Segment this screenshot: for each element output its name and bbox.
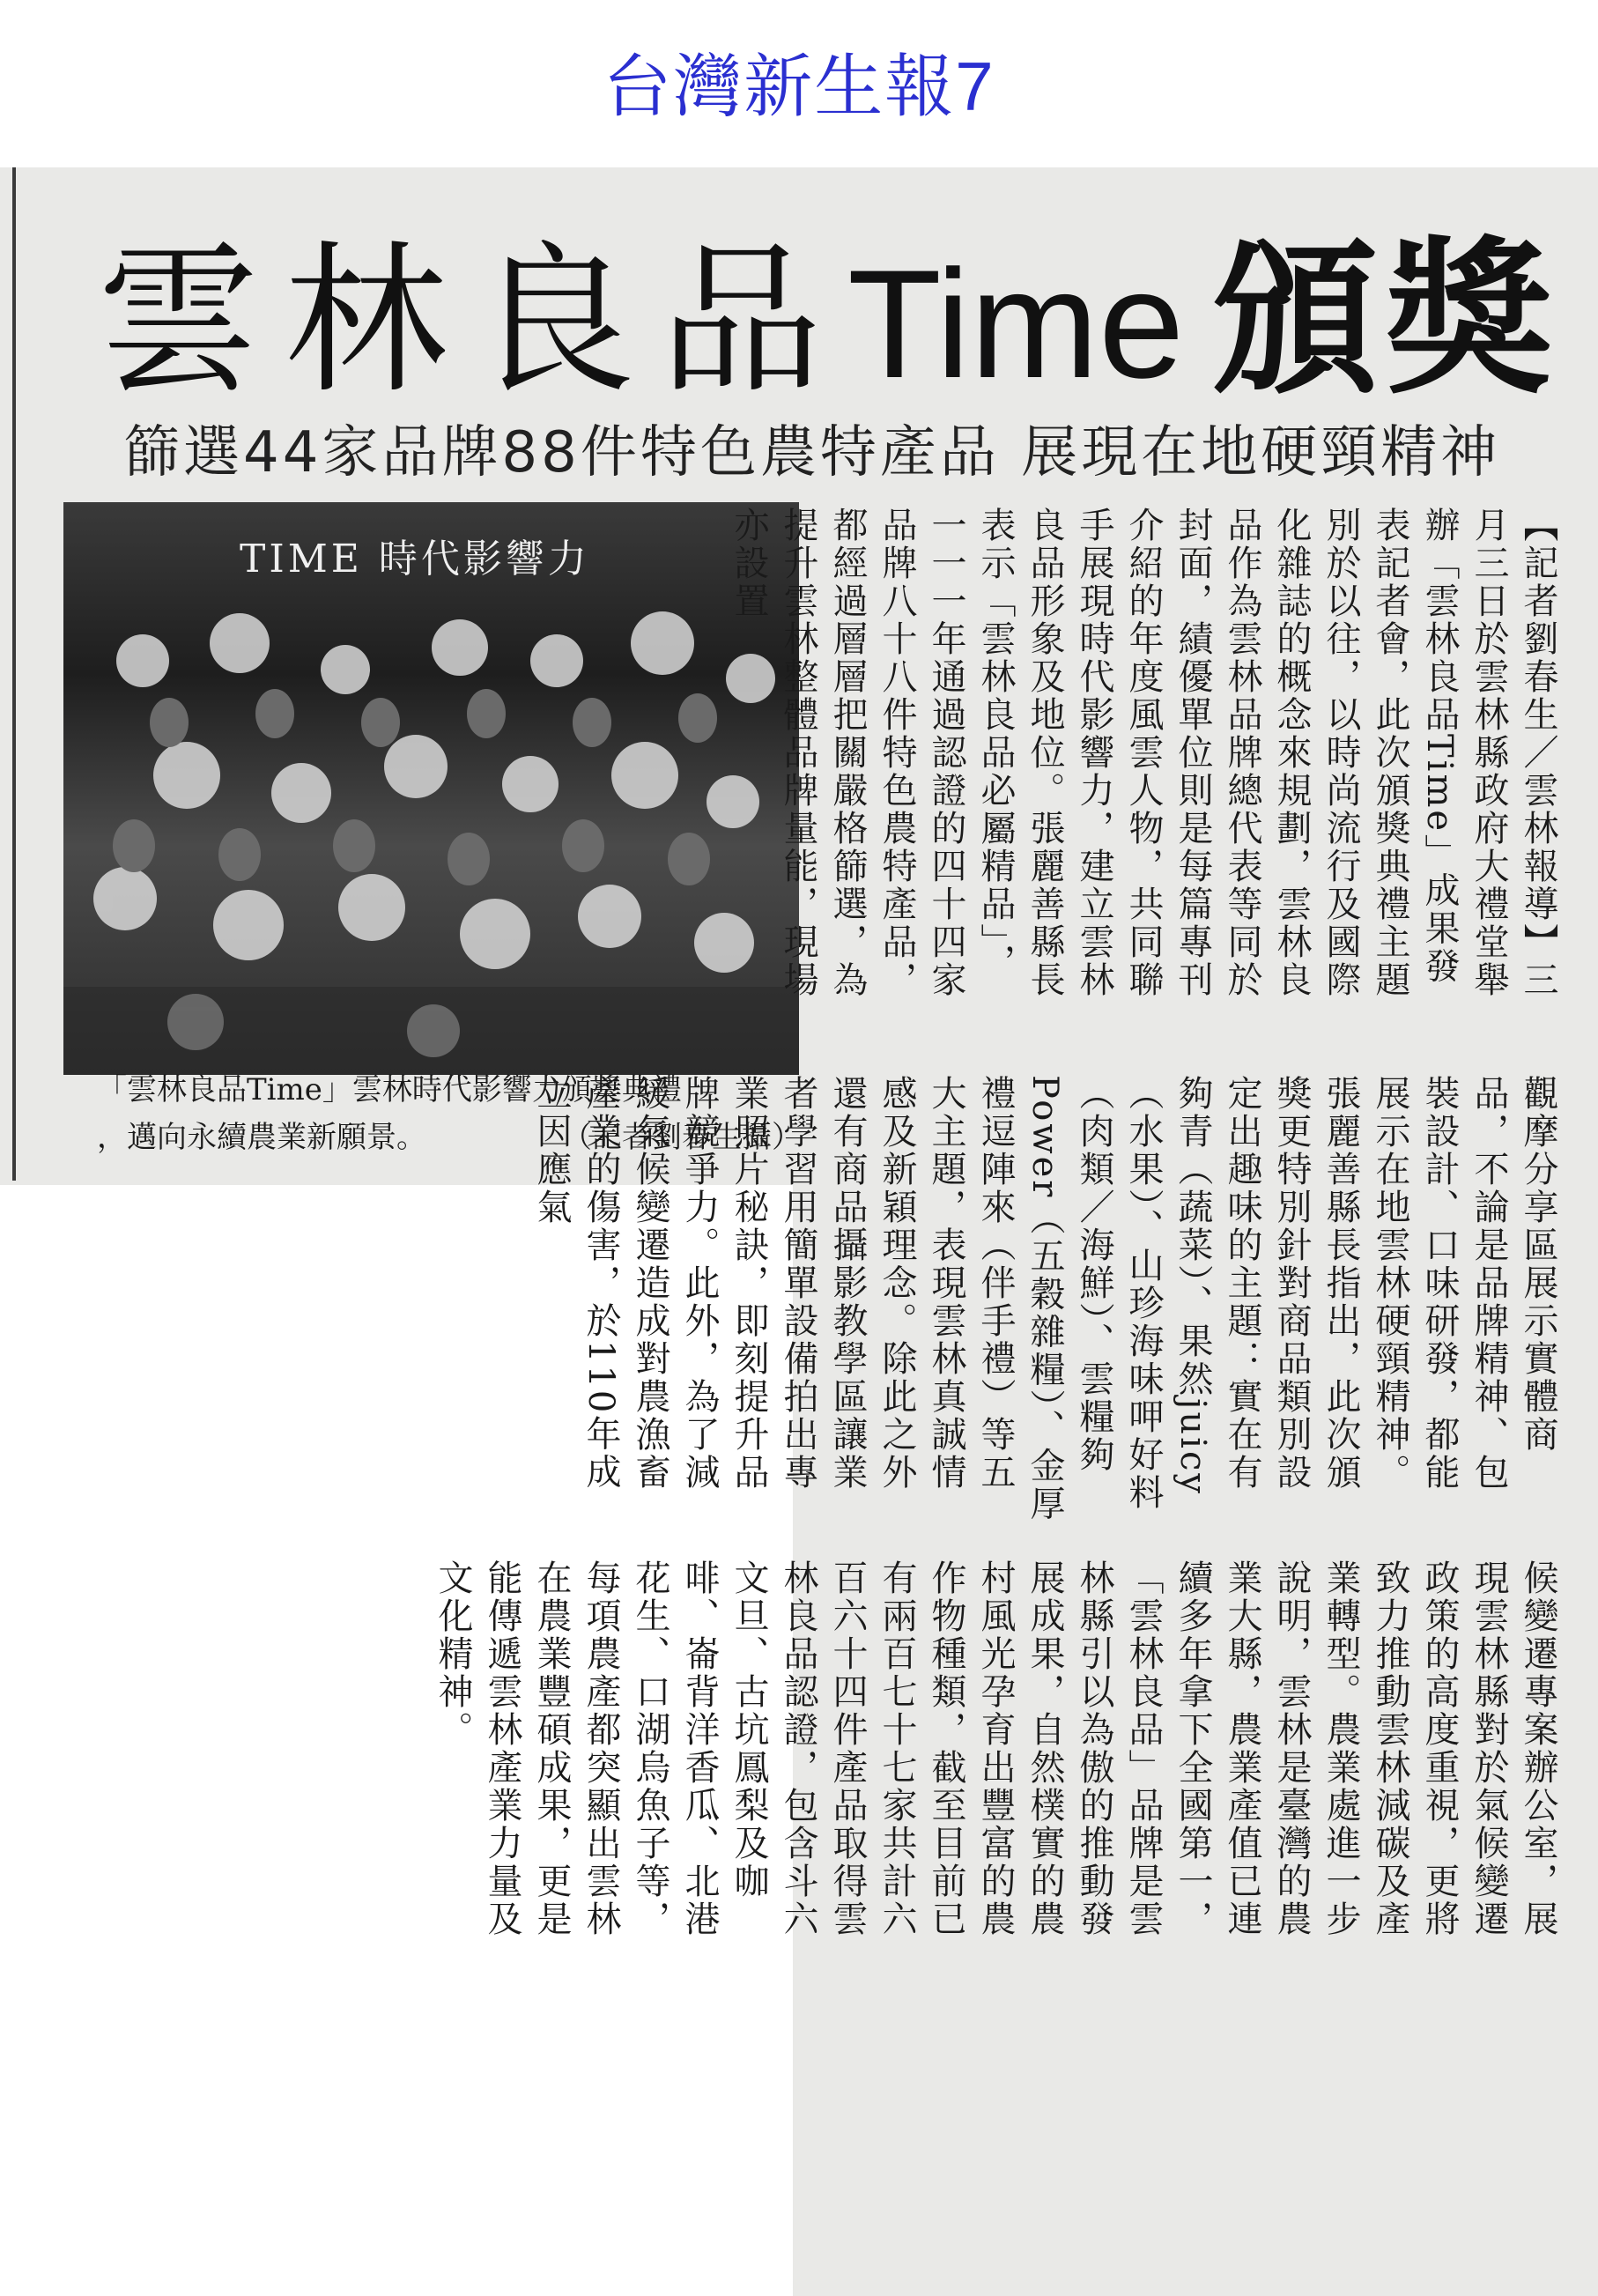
crowd-illustration [63,608,799,1075]
article-body-1: 【記者劉春生／雲林報導】三月三日於雲林縣政府大禮堂舉辦「雲林良品Time」成果發表記者會，此次頒獎典禮主題別於以往，以時尚流行及國際化雜誌的概念來規劃，雲林良品作為雲林品牌總代表等同於封面，績優單位則是每篇專刊介紹的年度風雲人物，共同聯手展現時代影響力，建立雲林良品形象及地位。張麗善縣長表示「雲林良品必屬精品」，一一一年通過認證的四十四家品牌八十八件特色農特產品，都經過層層把關嚴格篩選，為提升雲林整體品牌量能，現場亦設置 [729,507,1558,999]
headline-part-3: 頒獎 [1210,222,1560,417]
headline [97,185,1577,417]
caption-line-1: 「雲林良品Time」雲林時代影響力頒獎典禮 [97,1072,682,1107]
headline-part-2: Time [847,239,1185,411]
subheadline: 篩選44家品牌88件特色農特產品 展現在地硬頸精神 [123,420,1501,485]
column-rule [12,167,16,1181]
news-photo [63,502,799,1075]
caption-line-2: ，邁向永續農業新願景。 [97,1120,426,1155]
headline-part-1: 雲林良品 [97,226,847,416]
article-body-2: 觀摩分享區展示實體商品，不論是品牌精神、包裝設計、口味研發，都能展示在地雲林硬頸精神。張麗善縣長指出，此次頒獎更特別針對商品類別設定出趣味的主題：實在有夠青（蔬菜）、果然juicy（水果）、山珍海味呷好料（肉類／海鮮）、雲糧夠Power（五穀雜糧）、金厚禮逗陣來（伴手禮）等五大主題，表現雲林真誠情感及新穎理念。除此之外還有商品攝影教學區讓業者學習用簡單設備拍出專業照片秘訣，即刻提升品牌競爭力。此外，為了減緩氣候變遷造成對農漁畜產業的傷害，於110年成立因應氣 [531,1075,1558,1523]
article-body-3: 候變遷專案辦公室，展現雲林縣對於氣候變遷政策的高度重視，更將致力推動雲林減碳及產業轉型。農業處進一步說明，雲林是臺灣的農業大縣，農業產值已連續多年拿下全國第一，「雲林良品」品牌是雲林縣引以為傲的推動發展成果，自然樸實的農村風光孕育出豐富的農作物種類，截至目前已有兩百七十七家共計六百六十四件產品取得雲林良品認證，包含斗六文旦、古坑鳳梨及咖啡、崙背洋香瓜、北港花生、口湖烏魚子等，每項農產都突顯出雲林在農業豐碩成果，更是能傳遞雲林產業力量及文化精神。 [433,1559,1558,1938]
photo-credit: （記者劉春生攝） [562,1120,802,1155]
photo-banner-text: TIME 時代影響力 [240,537,590,581]
source-label: 台灣新生報7 [603,48,995,125]
newspaper-clipping [0,167,1598,2296]
